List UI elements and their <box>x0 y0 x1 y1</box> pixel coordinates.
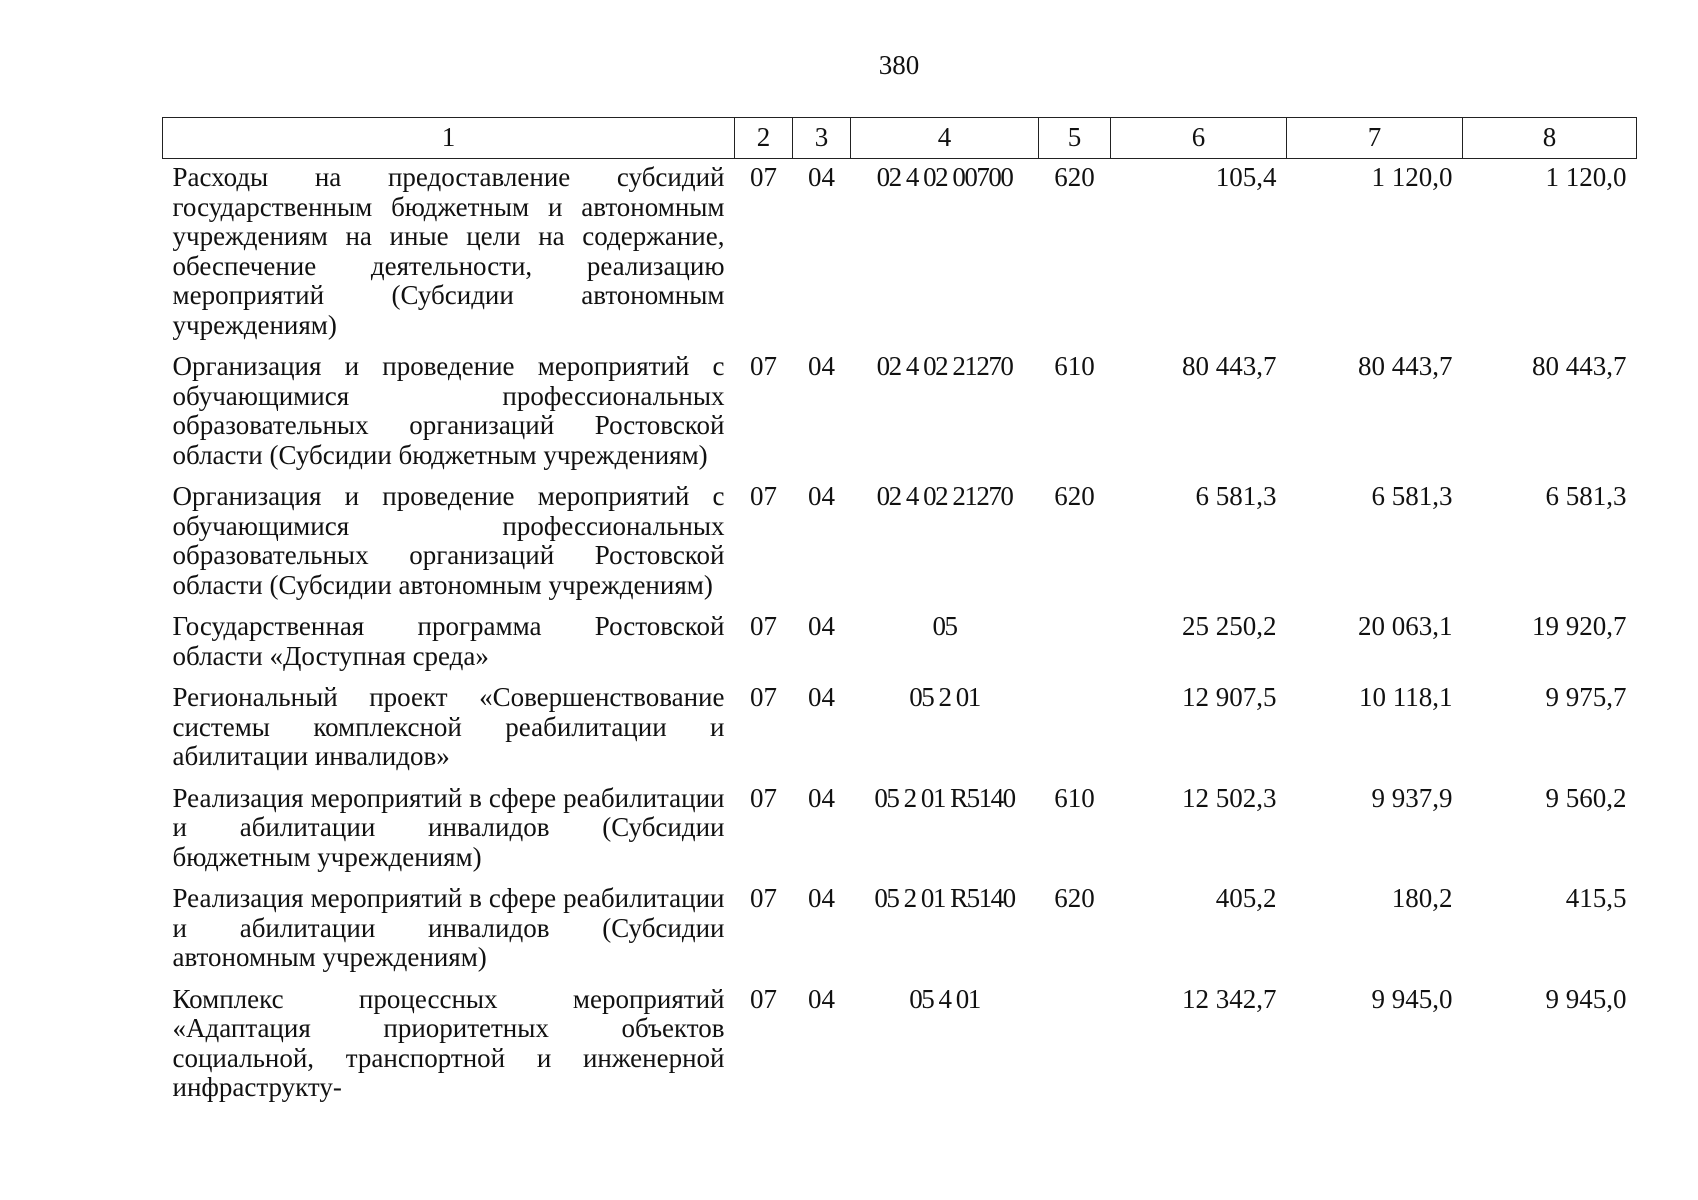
row-description: Реализация мероприятий в сфере реабилитации и абилитации инвалидов (Субсидии бюджетным учреждениям) <box>172 782 725 872</box>
header-col-4: 4 <box>851 118 1039 159</box>
table-row <box>163 679 1637 780</box>
row-subsection-code: 04 <box>808 481 835 511</box>
row-section-code: 07 <box>750 162 777 192</box>
table-row <box>163 780 1637 881</box>
row-expense-type <box>1039 679 1111 780</box>
row-target-code: 05 2 01 R5140 <box>874 883 1015 913</box>
header-col-7: 7 <box>1287 118 1463 159</box>
row-expense-type <box>1039 608 1111 679</box>
row-subsection-code: 04 <box>808 983 835 1014</box>
row-value-col8: 9 975,7 <box>1545 682 1627 712</box>
header-col-2: 2 <box>735 118 793 159</box>
row-target-code: 05 4 01 <box>909 983 980 1014</box>
row-target-code: 05 2 01 R5140 <box>874 782 1015 813</box>
row-value-col8: 80 443,7 <box>1532 351 1627 381</box>
header-row <box>163 118 1637 159</box>
row-expense-type: 620 <box>1054 883 1095 913</box>
table-row <box>163 478 1637 608</box>
row-description: Комплекс процессных мероприятий «Адаптация приоритетных объектов социальной, транспортной и инженерной инфраструкту- <box>172 983 725 1102</box>
row-value-col8: 9 945,0 <box>1545 983 1627 1014</box>
row-subsection-code: 04 <box>808 883 835 913</box>
row-value-col6: 405,2 <box>1215 883 1277 913</box>
row-subsection-code: 04 <box>808 611 835 641</box>
row-target-code: 02 4 02 21270 <box>876 351 1013 381</box>
row-description: Региональный проект «Совершенствование системы комплексной реабилитации и абилитации инвалидов» <box>172 682 725 771</box>
budget-table <box>162 117 1637 1111</box>
row-value-col7: 1 120,0 <box>1371 162 1453 192</box>
row-description: Государственная программа Ростовской области «Доступная среда» <box>172 611 725 671</box>
row-section-code: 07 <box>750 481 777 511</box>
header-col-1: 1 <box>163 118 735 159</box>
row-value-col8: 1 120,0 <box>1545 162 1627 192</box>
row-value-col8: 6 581,3 <box>1545 481 1627 511</box>
page-number: 380 <box>878 50 920 80</box>
row-description: Организация и проведение мероприятий с обучающимися профессиональных образовательных организаций Ростовской области (Субсидии автономным учреждениям) <box>172 481 725 600</box>
row-target-code: 02 4 02 00700 <box>876 162 1013 192</box>
row-target-code: 05 2 01 <box>909 682 980 712</box>
row-value-col6: 105,4 <box>1215 162 1277 192</box>
row-value-col7: 180,2 <box>1391 883 1453 913</box>
row-value-col7: 10 118,1 <box>1359 682 1453 712</box>
row-expense-type: 610 <box>1054 351 1095 381</box>
row-section-code: 07 <box>750 983 777 1014</box>
row-value-col8: 9 560,2 <box>1545 782 1627 813</box>
row-section-code: 07 <box>750 782 777 813</box>
row-value-col6: 6 581,3 <box>1195 481 1277 511</box>
row-value-col7: 9 945,0 <box>1371 983 1453 1014</box>
row-target-code: 05 <box>932 611 957 641</box>
row-value-col6: 80 443,7 <box>1182 351 1277 381</box>
header-col-8: 8 <box>1463 118 1637 159</box>
row-section-code: 07 <box>750 682 777 712</box>
row-expense-type: 620 <box>1054 481 1095 511</box>
row-description: Расходы на предоставление субсидий государственным бюджетным и автономным учреждениям на иные цели на содержание, обеспечение деятельности, реализацию мероприятий (Субсидии автономным учреждениям) <box>172 162 725 340</box>
row-description: Реализация мероприятий в сфере реабилитации и абилитации инвалидов (Субсидии автономным учреждениям) <box>172 883 725 972</box>
row-value-col7: 20 063,1 <box>1358 611 1453 641</box>
row-value-col6: 12 907,5 <box>1182 682 1277 712</box>
row-value-col6: 12 502,3 <box>1182 782 1277 813</box>
table-row <box>163 981 1637 1111</box>
row-section-code: 07 <box>750 351 777 381</box>
row-section-code: 07 <box>750 883 777 913</box>
table-row <box>163 348 1637 478</box>
row-value-col6: 25 250,2 <box>1182 611 1277 641</box>
row-target-code: 02 4 02 21270 <box>876 481 1013 511</box>
header-col-5: 5 <box>1039 118 1111 159</box>
table-body <box>163 159 1637 1111</box>
table-row <box>163 159 1637 349</box>
row-subsection-code: 04 <box>808 682 835 712</box>
row-value-col7: 9 937,9 <box>1371 782 1453 813</box>
row-value-col6: 12 342,7 <box>1182 983 1277 1014</box>
row-expense-type: 610 <box>1054 782 1095 813</box>
row-value-col7: 80 443,7 <box>1358 351 1453 381</box>
row-subsection-code: 04 <box>808 782 835 813</box>
table-row <box>163 608 1637 679</box>
header-col-6: 6 <box>1111 118 1287 159</box>
row-subsection-code: 04 <box>808 162 835 192</box>
row-section-code: 07 <box>750 611 777 641</box>
row-value-col7: 6 581,3 <box>1371 481 1453 511</box>
row-value-col8: 19 920,7 <box>1532 611 1627 641</box>
row-expense-type: 620 <box>1054 162 1095 192</box>
row-expense-type <box>1039 981 1111 1111</box>
row-subsection-code: 04 <box>808 351 835 381</box>
header-col-3: 3 <box>793 118 851 159</box>
table-row <box>163 880 1637 981</box>
table-header <box>163 118 1637 159</box>
row-description: Организация и проведение мероприятий с обучающимися профессиональных образовательных организаций Ростовской области (Субсидии бюджетным учреждениям) <box>172 351 725 470</box>
row-value-col8: 415,5 <box>1565 883 1627 913</box>
